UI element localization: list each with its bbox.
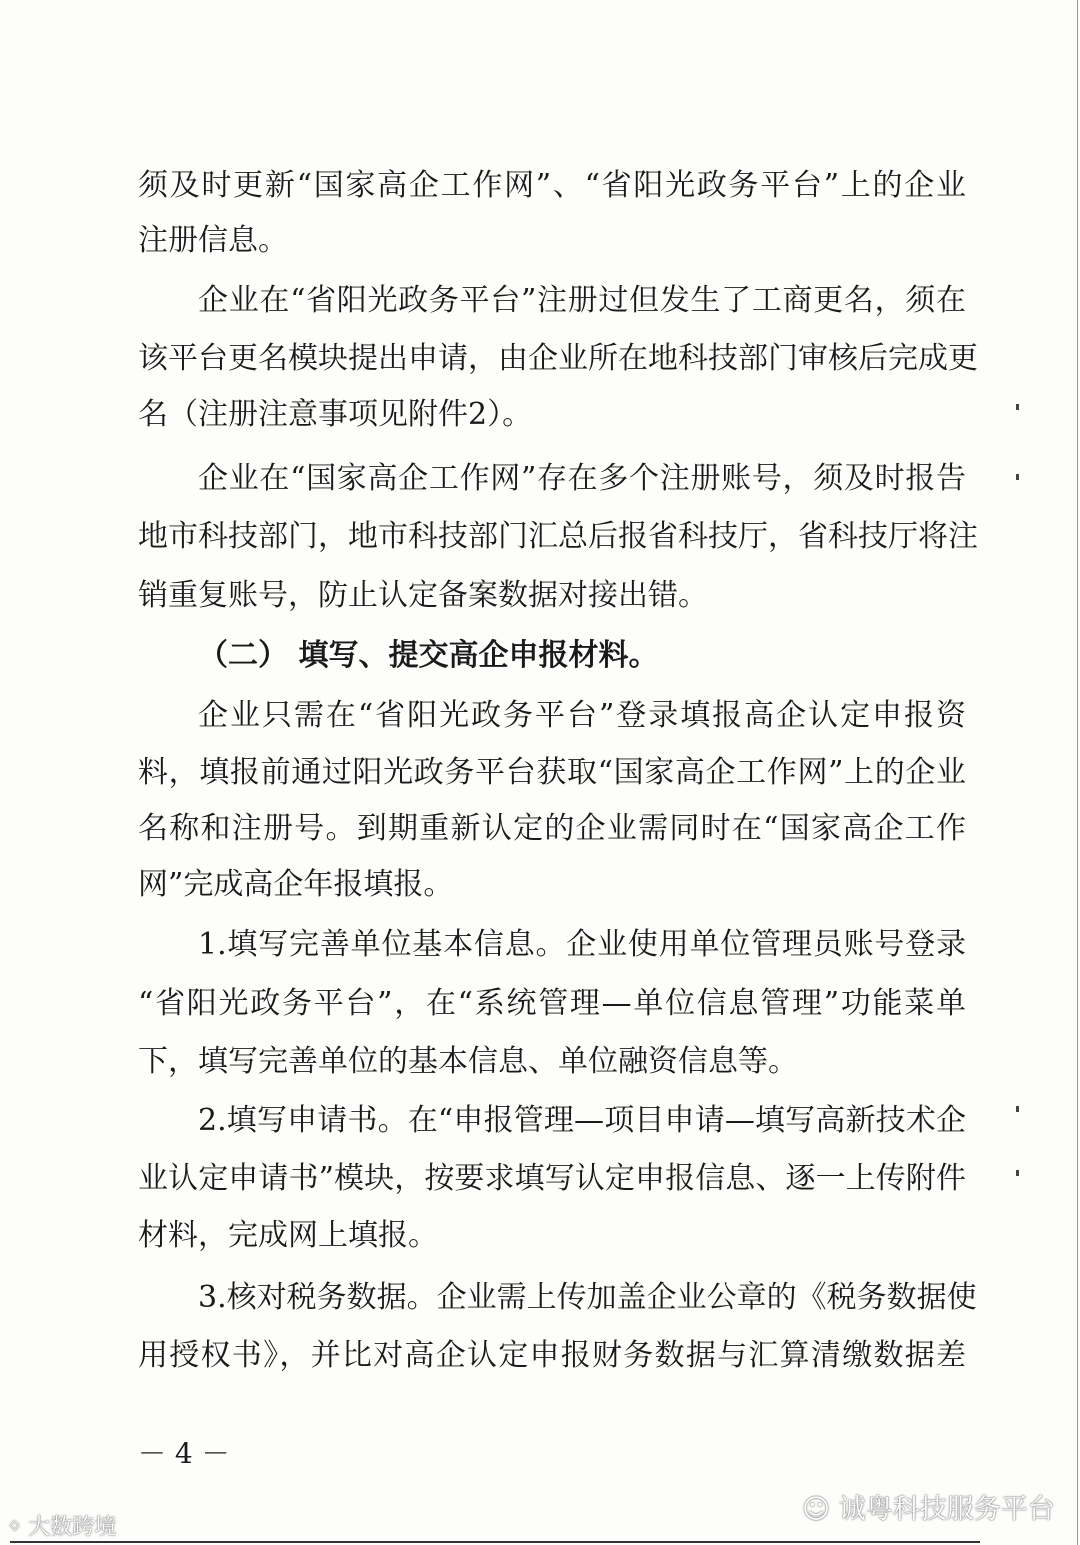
text-line: 料，填报前通过阳光政务平台获取“国家高企工作网”上的企业 [138, 755, 966, 790]
scan-speck [1016, 474, 1019, 480]
scan-speck [1016, 1106, 1019, 1112]
text-line: 3.核对税务数据。企业需上传加盖企业公章的《税务数据使 [198, 1280, 977, 1315]
scan-edge [1077, 0, 1078, 1545]
text-line: 名称和注册号。到期重新认定的企业需同时在“国家高企工作 [138, 811, 966, 846]
text-line: 下，填写完善单位的基本信息、单位融资信息等。 [138, 1044, 798, 1079]
text-line: 1.填写完善单位基本信息。企业使用单位管理员账号登录 [198, 927, 966, 962]
page-number: － 4 － [138, 1437, 230, 1470]
section-heading: （二） 填写、提交高企申报材料。 [198, 638, 659, 673]
text-line: 网”完成高企年报填报。 [138, 867, 454, 902]
text-line: “省阳光政务平台”，在“系统管理—单位信息管理”功能菜单 [138, 986, 966, 1021]
text-line: 须及时更新“国家高企工作网”、“省阳光政务平台”上的企业 [138, 168, 966, 203]
scan-edge [10, 1541, 980, 1543]
scan-speck [1016, 1170, 1019, 1176]
text-line: 名（注册注意事项见附件2）。 [138, 397, 533, 432]
text-line: 该平台更名模块提出申请，由企业所在地科技部门审核后完成更 [138, 341, 978, 376]
logo-icon: ᛜ [8, 1515, 29, 1540]
text-line: 地市科技部门，地市科技部门汇总后报省科技厅，省科技厅将注 [138, 519, 978, 554]
text-line: 业认定申请书”模块，按要求填写认定申报信息、逐一上传附件 [138, 1161, 966, 1196]
text-line: 销重复账号，防止认定备案数据对接出错。 [138, 578, 708, 613]
text-line: 用授权书》，并比对高企认定申报财务数据与汇算清缴数据差 [138, 1338, 966, 1373]
text-line: 材料，完成网上填报。 [138, 1218, 438, 1253]
text-line: 注册信息。 [138, 223, 288, 258]
text-line: 企业在“省阳光政务平台”注册过但发生了工商更名，须在 [198, 283, 966, 318]
wechat-watermark: ☺ 诚粤科技服务平台 [802, 1494, 1055, 1525]
scan-speck [1016, 404, 1019, 410]
text-line: 企业在“国家高企工作网”存在多个注册账号，须及时报告 [198, 461, 966, 496]
text-line: 2.填写申请书。在“申报管理—项目申请—填写高新技术企 [198, 1103, 966, 1138]
wechat-icon: ☺ [802, 1494, 839, 1525]
corner-watermark: ᛜ 大数跨境 [8, 1515, 117, 1540]
text-line: 企业只需在“省阳光政务平台”登录填报高企认定申报资 [198, 698, 966, 733]
